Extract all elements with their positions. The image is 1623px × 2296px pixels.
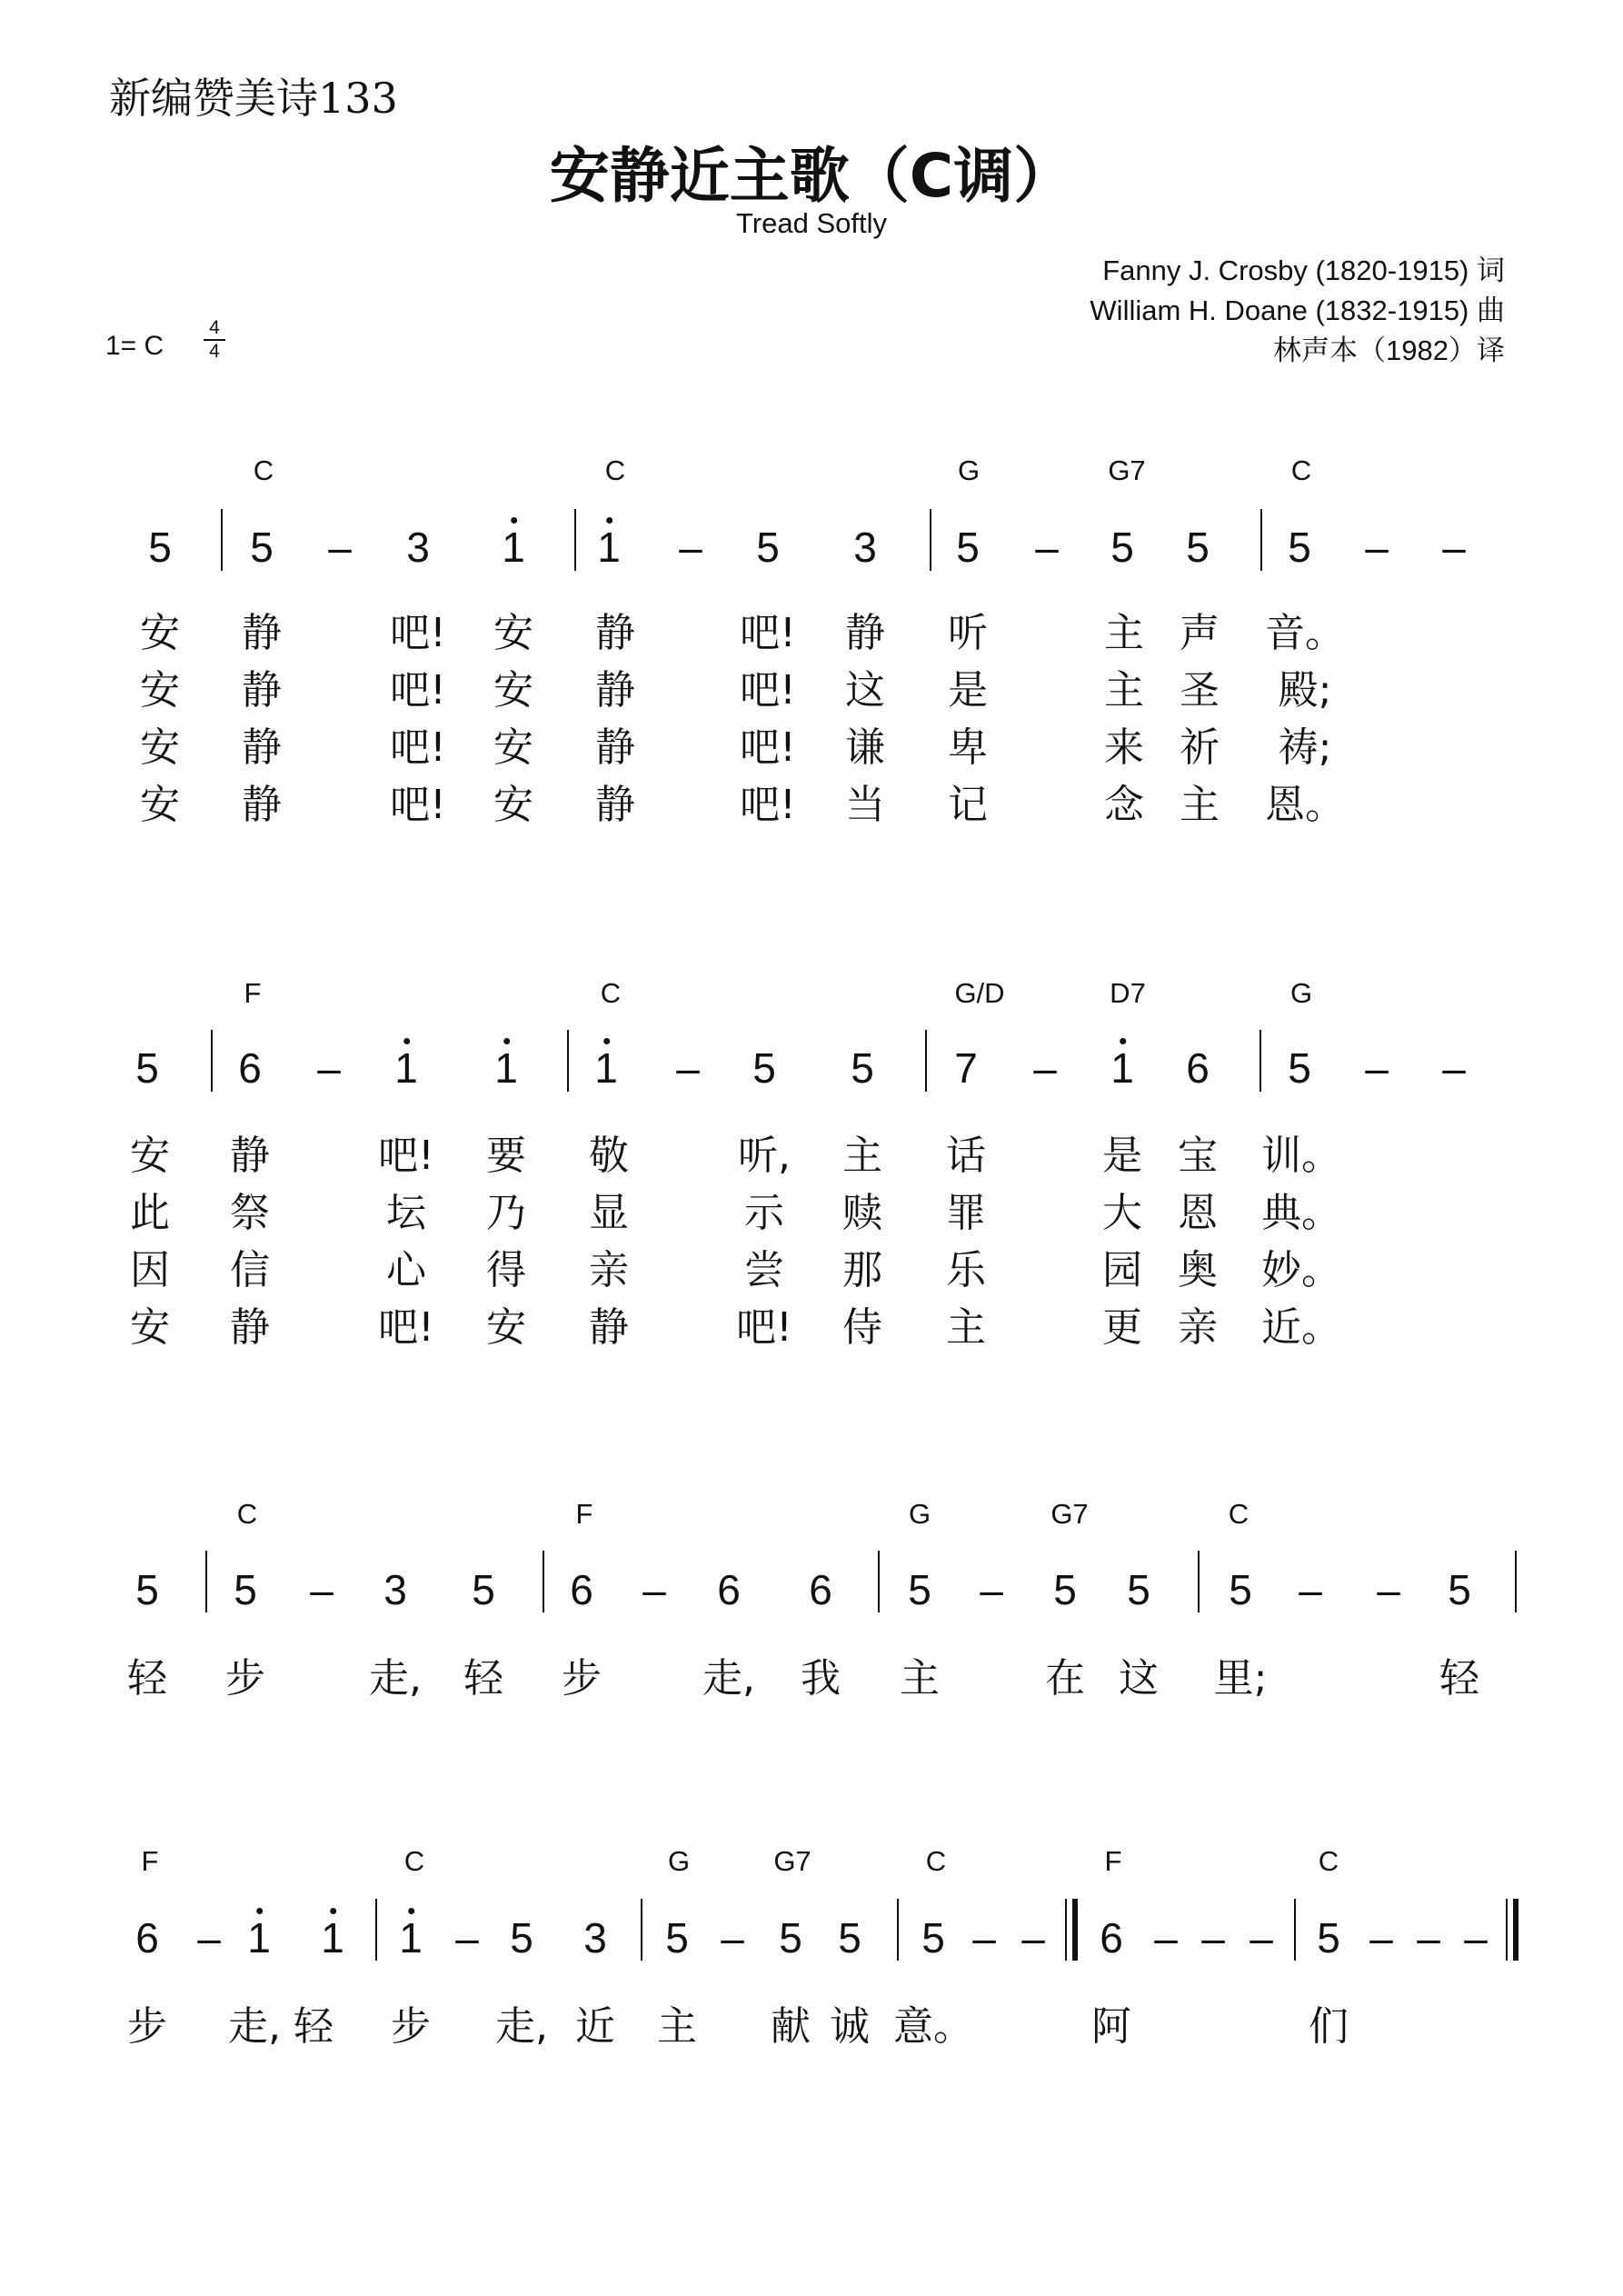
note: 5 [851, 1044, 874, 1092]
lyric-verse-4: 吧! [378, 1304, 434, 1351]
lyric-verse-1: 是 [1102, 1133, 1142, 1179]
lyric-verse-4: 静 [242, 782, 282, 828]
lyric-verse-2: 显 [589, 1190, 629, 1236]
note: 1 [597, 523, 621, 572]
chord-symbol: G [1289, 977, 1313, 1009]
lyric-verse-1: 主 [1104, 610, 1144, 656]
lyric-verse-1: 静 [242, 610, 282, 656]
hold-dash: – [1369, 1914, 1393, 1962]
note: 5 [250, 524, 274, 571]
lyric-verse-4: 念 [1104, 782, 1144, 828]
lyric-verse-4: 吧! [736, 1304, 792, 1351]
lyric-verse-4: 静 [230, 1304, 270, 1351]
lyric-verse-1: 阿 [1091, 2003, 1131, 2050]
barline [1260, 509, 1262, 571]
barline [641, 1899, 642, 1961]
lyric-verse-1: 意。 [893, 2003, 973, 2050]
chord-symbol: C [253, 454, 274, 486]
lyricist-credit: Fanny J. Crosby (1820-1915) 词 [1102, 255, 1505, 286]
lyric-verse-3: 信 [230, 1247, 270, 1293]
lyric-verse-4: 恩。 [1265, 782, 1345, 828]
chord-symbol: C [600, 977, 622, 1009]
note: 5 [1186, 524, 1210, 571]
lyric-verse-4: 吧! [390, 782, 446, 828]
barline [574, 509, 576, 571]
lyric-verse-3: 心 [386, 1247, 426, 1293]
lyric-verse-1: 听 [948, 610, 988, 656]
octave-dot [603, 1038, 610, 1044]
lyric-verse-1: 听, [738, 1133, 791, 1179]
chord-symbol: C [1318, 1845, 1339, 1877]
hold-dash: – [642, 1566, 666, 1613]
lyric-verse-1: 轻 [463, 1655, 503, 1702]
lyric-verse-2: 静 [242, 667, 282, 714]
lyric-verse-4: 当 [845, 782, 885, 828]
note: 3 [406, 524, 430, 571]
lyric-verse-1: 步 [225, 1655, 265, 1702]
lyric-verse-1: 主 [900, 1655, 940, 1702]
lyric-verse-1: 主 [842, 1133, 882, 1179]
lyric-verse-1: 诚 [830, 2003, 870, 2050]
lyric-verse-4: 主 [1180, 782, 1220, 828]
lyric-verse-3: 亲 [589, 1247, 629, 1293]
barline [1515, 1551, 1517, 1612]
song-subtitle: Tread Softly [736, 207, 887, 239]
lyric-verse-1: 走, [702, 1655, 755, 1702]
hold-dash: – [1417, 1914, 1440, 1962]
lyric-verse-1: 静 [595, 610, 635, 656]
lyric-verse-2: 殿; [1278, 667, 1332, 714]
note: 5 [510, 1914, 533, 1962]
hold-dash: – [1365, 524, 1389, 571]
note: 5 [956, 524, 980, 571]
lyric-verse-1: 静 [230, 1133, 270, 1179]
note: 5 [1317, 1914, 1340, 1962]
lyric-verse-1: 要 [486, 1133, 526, 1179]
lyric-verse-2: 安 [493, 667, 533, 714]
note: 5 [752, 1044, 776, 1092]
hold-dash: – [676, 1044, 700, 1092]
hold-dash: – [980, 1566, 1003, 1613]
lyric-verse-4: 吧! [740, 782, 796, 828]
lyric-verse-1: 宝 [1178, 1133, 1218, 1179]
lyric-verse-4: 主 [946, 1304, 986, 1351]
chord-symbol: G7 [773, 1845, 812, 1877]
lyric-verse-2: 典。 [1261, 1190, 1341, 1236]
double-barline [1072, 1899, 1078, 1961]
time-signature-bottom: 4 [209, 341, 220, 362]
lyric-verse-1: 走, [228, 2003, 281, 2050]
lyric-verse-1: 走, [495, 2003, 548, 2050]
hold-dash: – [1250, 1914, 1273, 1962]
double-barline [1513, 1899, 1518, 1961]
barline [543, 1551, 544, 1612]
note: 6 [135, 1914, 159, 1962]
lyric-verse-1: 吧! [378, 1133, 434, 1179]
note: 5 [665, 1914, 689, 1962]
time-signature-top: 4 [209, 317, 220, 338]
barline [1198, 1551, 1200, 1612]
barline [567, 1030, 569, 1092]
time-signature [204, 318, 225, 362]
note: 1 [247, 1913, 271, 1962]
barline [211, 1030, 213, 1092]
hold-dash: – [455, 1914, 479, 1962]
octave-dot [256, 1908, 263, 1914]
octave-dot [330, 1908, 336, 1914]
chord-symbol: D7 [1110, 977, 1146, 1009]
lyric-verse-2: 圣 [1180, 667, 1220, 714]
lyric-verse-3: 乐 [946, 1247, 986, 1293]
note: 1 [494, 1043, 518, 1093]
note: 5 [1110, 524, 1134, 571]
lyric-verse-3: 吧! [740, 724, 796, 771]
lyric-verse-2: 恩 [1178, 1190, 1218, 1236]
lyric-verse-3: 吧! [390, 724, 446, 771]
barline [925, 1030, 927, 1092]
lyric-verse-4: 近。 [1261, 1304, 1341, 1351]
barline [930, 509, 931, 571]
lyric-verse-3: 来 [1104, 724, 1144, 771]
note: 1 [1110, 1043, 1134, 1093]
lyric-verse-1: 我 [801, 1655, 841, 1702]
chord-symbol: C [1290, 454, 1312, 486]
lyric-verse-4: 亲 [1178, 1304, 1218, 1351]
note: 5 [135, 1566, 159, 1613]
lyric-verse-1: 安 [140, 610, 180, 656]
octave-dot [606, 517, 612, 524]
lyric-verse-3: 得 [486, 1247, 526, 1293]
lyric-verse-1: 静 [845, 610, 885, 656]
lyric-verse-3: 妙。 [1261, 1247, 1341, 1293]
note: 3 [583, 1914, 607, 1962]
lyric-verse-2: 罪 [946, 1190, 986, 1236]
lyric-verse-3: 安 [140, 724, 180, 771]
note: 6 [570, 1566, 593, 1613]
lyric-verse-3: 因 [130, 1247, 170, 1293]
lyric-verse-1: 步 [127, 2003, 167, 2050]
chord-symbol: G [908, 1498, 931, 1530]
note: 7 [954, 1044, 978, 1092]
note: 6 [809, 1566, 832, 1613]
hold-dash: – [1365, 1044, 1389, 1092]
lyric-verse-2: 祭 [230, 1190, 270, 1236]
hold-dash: – [317, 1044, 341, 1092]
chord-symbol: G [667, 1845, 691, 1877]
note: 6 [1100, 1914, 1123, 1962]
song-title: 安静近主歌（C调） [549, 141, 1074, 211]
lyric-verse-2: 安 [140, 667, 180, 714]
key-signature: 1= C [105, 331, 164, 361]
note: 6 [1186, 1044, 1210, 1092]
note: 5 [472, 1566, 495, 1613]
lyric-verse-4: 侍 [842, 1304, 882, 1351]
hold-dash: – [721, 1914, 744, 1962]
lyric-verse-4: 安 [140, 782, 180, 828]
hold-dash: – [197, 1914, 221, 1962]
lyric-verse-1: 轻 [127, 1655, 167, 1702]
lyric-verse-2: 示 [744, 1190, 784, 1236]
hold-dash: – [328, 524, 352, 571]
note: 5 [234, 1566, 257, 1613]
lyric-verse-1: 里; [1213, 1655, 1268, 1702]
lyric-verse-4: 记 [948, 782, 988, 828]
hold-dash: – [1021, 1914, 1045, 1962]
barline [1260, 1030, 1261, 1092]
hold-dash: – [1442, 524, 1466, 571]
lyric-verse-1: 敬 [589, 1133, 629, 1179]
barline [1294, 1899, 1296, 1961]
note: 3 [383, 1566, 407, 1613]
lyric-verse-3: 那 [842, 1247, 882, 1293]
octave-dot [408, 1908, 414, 1914]
hymn-number: 新编赞美诗133 [109, 74, 398, 123]
lyric-verse-1: 献 [771, 2003, 811, 2050]
note: 5 [779, 1914, 802, 1962]
lyric-verse-3: 静 [595, 724, 635, 771]
note: 5 [1288, 524, 1311, 571]
lyric-verse-3: 谦 [845, 724, 885, 771]
lyric-verse-1: 们 [1309, 2003, 1349, 2050]
lyric-verse-2: 坛 [386, 1190, 426, 1236]
lyric-verse-3: 卑 [948, 724, 988, 771]
hold-dash: – [1201, 1914, 1225, 1962]
lyric-verse-1: 这 [1119, 1655, 1159, 1702]
barline [878, 1551, 880, 1612]
hold-dash: – [1442, 1044, 1466, 1092]
note: 5 [921, 1914, 945, 1962]
lyric-verse-4: 安 [130, 1304, 170, 1351]
hold-dash: – [1464, 1914, 1488, 1962]
note: 1 [394, 1043, 418, 1093]
lyric-verse-3: 安 [493, 724, 533, 771]
note: 5 [908, 1566, 931, 1613]
octave-dot [1120, 1038, 1126, 1044]
chord-symbol: C [403, 1845, 425, 1877]
octave-dot [511, 517, 517, 524]
lyric-verse-1: 轻 [294, 2003, 334, 2050]
note: 1 [399, 1913, 423, 1962]
lyric-verse-2: 静 [595, 667, 635, 714]
barline [897, 1899, 899, 1961]
hold-dash: – [1299, 1566, 1322, 1613]
hold-dash: – [1035, 524, 1059, 571]
composer-credit: William H. Doane (1832-1915) 曲 [1090, 294, 1505, 326]
lyric-verse-2: 吧! [390, 667, 446, 714]
lyric-verse-4: 安 [493, 782, 533, 828]
lyric-verse-2: 赎 [842, 1190, 882, 1236]
note: 5 [1053, 1566, 1077, 1613]
lyric-verse-4: 静 [589, 1304, 629, 1351]
hold-dash: – [1377, 1566, 1400, 1613]
chord-symbol: F [141, 1845, 159, 1877]
chord-symbol: C [925, 1845, 947, 1877]
note: 5 [838, 1914, 861, 1962]
lyric-verse-2: 此 [130, 1190, 170, 1236]
chord-symbol: G/D [954, 977, 1005, 1009]
chord-symbol: F [244, 977, 262, 1009]
lyric-verse-3: 静 [242, 724, 282, 771]
lyric-verse-3: 园 [1102, 1247, 1142, 1293]
lyric-verse-1: 话 [946, 1133, 986, 1179]
note: 1 [594, 1043, 618, 1093]
note: 1 [502, 523, 525, 572]
barline [205, 1551, 207, 1612]
lyric-verse-2: 主 [1104, 667, 1144, 714]
lyric-verse-1: 步 [562, 1655, 602, 1702]
lyric-verse-2: 大 [1102, 1190, 1142, 1236]
lyric-verse-1: 安 [130, 1133, 170, 1179]
octave-dot [403, 1038, 410, 1044]
double-barline-thin [1506, 1899, 1508, 1961]
lyric-verse-1: 吧! [390, 610, 446, 656]
note: 5 [1288, 1044, 1311, 1092]
lyric-verse-2: 这 [845, 667, 885, 714]
lyric-verse-1: 走, [369, 1655, 422, 1702]
lyric-verse-3: 奥 [1178, 1247, 1218, 1293]
barline [375, 1899, 377, 1961]
chord-symbol: F [575, 1498, 593, 1530]
lyric-verse-3: 祈 [1180, 724, 1220, 771]
lyric-verse-4: 更 [1102, 1304, 1142, 1351]
note: 5 [135, 1044, 159, 1092]
lyric-verse-1: 声 [1180, 610, 1220, 656]
lyric-verse-4: 安 [486, 1304, 526, 1351]
lyric-verse-1: 步 [391, 2003, 431, 2050]
lyric-verse-1: 吧! [740, 610, 796, 656]
lyric-verse-1: 轻 [1439, 1655, 1479, 1702]
translator-credit: 林声本（1982）译 [1273, 334, 1505, 366]
barline [221, 509, 223, 571]
lyric-verse-3: 祷; [1278, 724, 1332, 771]
chord-symbol: G7 [1050, 1498, 1089, 1530]
note: 5 [148, 524, 172, 571]
lyric-verse-3: 尝 [744, 1247, 784, 1293]
lyric-verse-4: 静 [595, 782, 635, 828]
lyric-verse-1: 主 [657, 2003, 697, 2050]
hold-dash: – [310, 1566, 334, 1613]
double-barline-thin [1065, 1899, 1067, 1961]
lyric-verse-1: 音。 [1265, 610, 1345, 656]
hold-dash: – [679, 524, 702, 571]
chord-symbol: G7 [1108, 454, 1146, 486]
octave-dot [503, 1038, 510, 1044]
note: 6 [717, 1566, 741, 1613]
chord-symbol: F [1104, 1845, 1122, 1877]
chord-symbol: C [604, 454, 626, 486]
lyric-verse-1: 近 [575, 2003, 615, 2050]
lyric-verse-2: 乃 [486, 1190, 526, 1236]
lyric-verse-2: 是 [948, 667, 988, 714]
lyric-verse-1: 训。 [1261, 1133, 1341, 1179]
lyric-verse-2: 吧! [740, 667, 796, 714]
note: 1 [321, 1913, 344, 1962]
note: 3 [853, 524, 877, 571]
lyric-verse-1: 在 [1045, 1655, 1085, 1702]
chord-symbol: C [1228, 1498, 1250, 1530]
lyric-verse-1: 安 [493, 610, 533, 656]
note: 5 [1448, 1566, 1471, 1613]
chord-symbol: C [236, 1498, 258, 1530]
note: 5 [1127, 1566, 1150, 1613]
hold-dash: – [1154, 1914, 1178, 1962]
hold-dash: – [972, 1914, 996, 1962]
note: 5 [1229, 1566, 1252, 1613]
note: 6 [238, 1044, 262, 1092]
chord-symbol: G [957, 454, 981, 486]
hold-dash: – [1033, 1044, 1057, 1092]
note: 5 [756, 524, 780, 571]
